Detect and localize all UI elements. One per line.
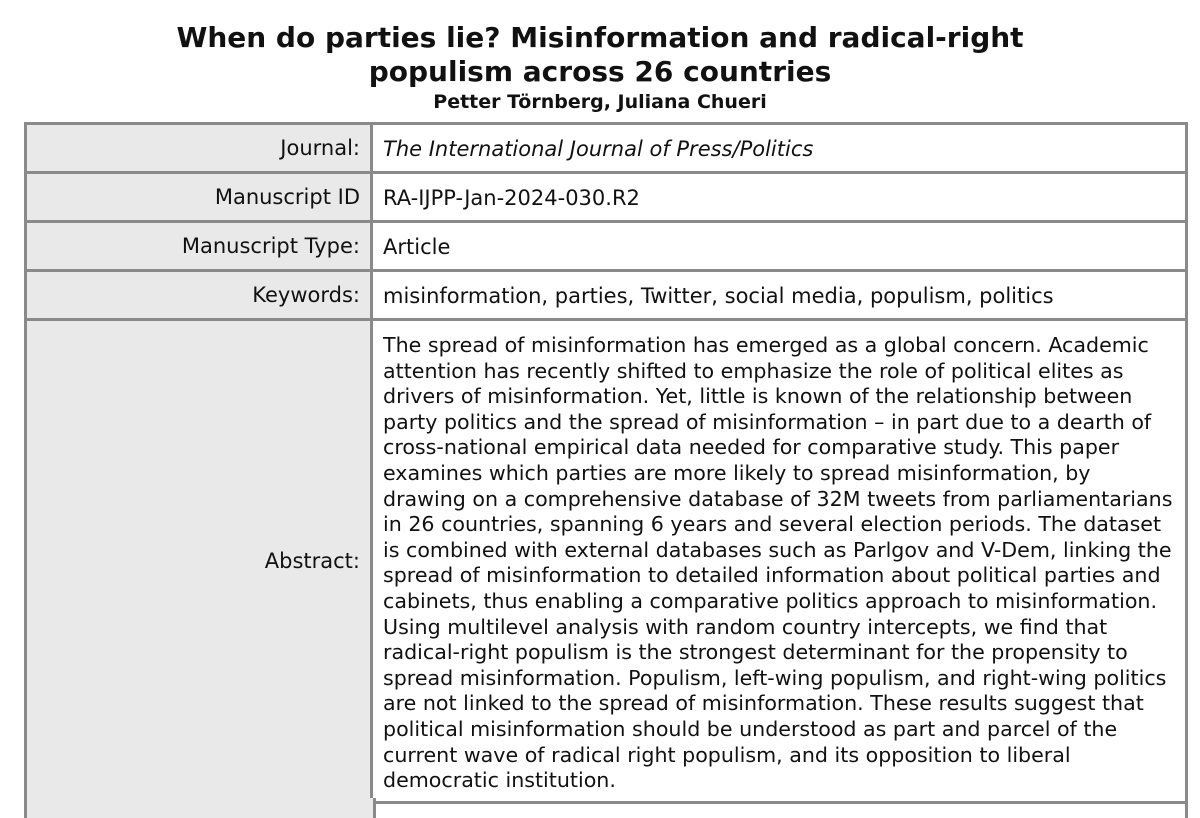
abstract-row: [27, 321, 1185, 804]
manuscript-id-value: RA-IJPP-Jan-2024-030.R2: [383, 186, 640, 210]
manuscript-id-row: [27, 174, 1185, 223]
abstract-text: The spread of misinformation has emerged as a global concern. Academic attention has recently shifted to emphasize the role of political elites as drivers of misinformation. Yet, little is known of the relationship between party politics and the spread of misinformation – in part due to a dearth of cross-national empirical data needed for comparative study. This paper examines which parties are more likely to spread misinformation, by drawing on a comprehensive database of 32M tweets from parliamentarians in 26 countries, spanning 6 years and several election periods. The dataset is combined with external databases such as Parlgov and V-Dem, linking the spread of misinformation to detailed information about political parties and cabinets, thus enabling a comparative politics approach to misinformation. Using multilevel analysis with random country intercepts, we find that radical-right populism is the strongest determinant for the propensity to spread misinformation. Populism, left-wing populism, and right-wing politics are not linked to the spread of misinformation. These results suggest that political misinformation should be understood as part and parcel of the current wave of radical right populism, and its opposition to liberal democratic institution.: [383, 333, 1173, 793]
manuscript-id-label: Manuscript ID: [27, 174, 373, 220]
keywords-value: misinformation, parties, Twitter, social media, populism, politics: [383, 284, 1054, 308]
paper-title-line-2: populism across 26 countries: [368, 55, 832, 88]
manuscript-type-label: Manuscript Type:: [27, 223, 373, 269]
paper-authors: Petter Törnberg, Juliana Chueri: [433, 91, 767, 113]
journal-row: [27, 125, 1185, 174]
paper-title-line-1: When do parties lie? Misinformation and radical-right: [176, 21, 1024, 54]
journal-label: Journal:: [27, 125, 373, 171]
keywords-label: Keywords:: [27, 272, 373, 318]
next-row-stub: [24, 798, 1188, 818]
next-row-label-cell: [27, 798, 373, 818]
manuscript-type-value: Article: [383, 235, 451, 259]
manuscript-type-row: [27, 223, 1185, 272]
paper-title: [0, 0, 1200, 89]
next-row-divider: [373, 798, 376, 818]
abstract-label: Abstract:: [27, 321, 373, 801]
keywords-row: [27, 272, 1185, 321]
manuscript-metadata-table: [24, 122, 1188, 804]
journal-value: The International Journal of Press/Politics: [383, 137, 814, 161]
